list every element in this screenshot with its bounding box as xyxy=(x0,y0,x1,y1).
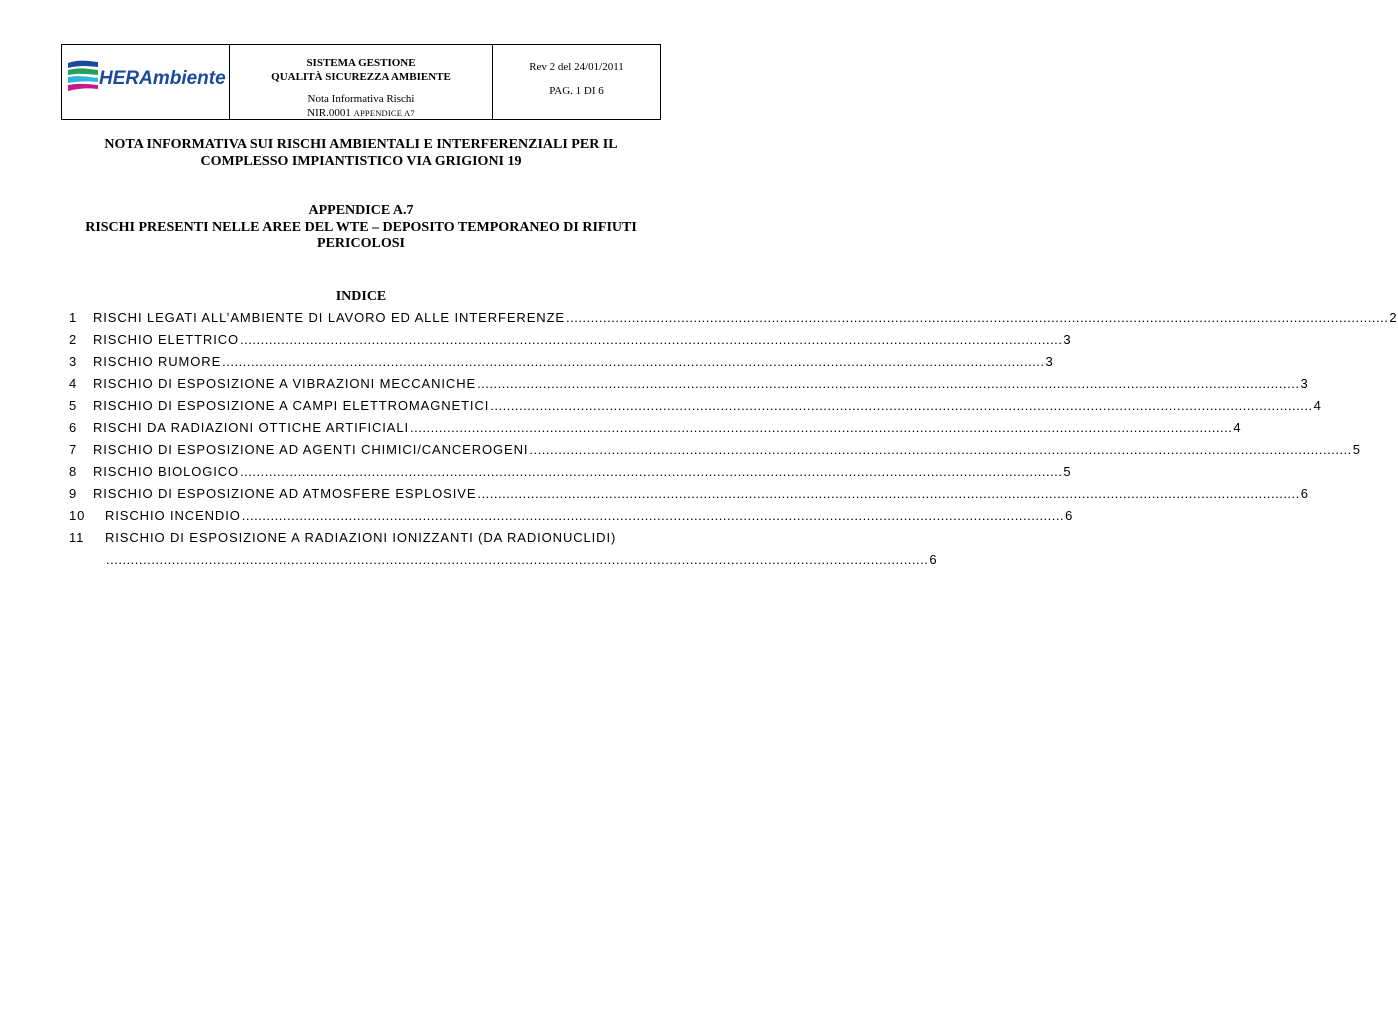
logo-stripe-magenta xyxy=(68,84,98,91)
toc-item-text: RISCHIO DI ESPOSIZIONE A CAMPI ELETTROMAGNETICI xyxy=(93,398,490,413)
toc-item-number: 9 xyxy=(69,486,78,501)
appendix-line-1: APPENDICE A.7 xyxy=(308,203,414,218)
toc-leader-dots: ........................................................................................................................................................................................................ xyxy=(240,332,1063,347)
toc-item-page: 6 xyxy=(1300,486,1309,501)
system-line-1: SISTEMA GESTIONE xyxy=(306,57,416,69)
toc-item-number: 3 xyxy=(69,354,78,369)
appendix-line-2: RISCHI PRESENTI NELLE AREE DEL WTE – DEPOSITO TEMPORANEO DI RIFIUTI xyxy=(85,219,637,235)
page-info: PAG. 1 DI 6 xyxy=(549,85,604,97)
toc-item[interactable] xyxy=(69,486,1309,504)
toc-item-page: 4 xyxy=(1313,398,1322,413)
toc-item[interactable] xyxy=(69,354,1054,372)
toc-item-number: 7 xyxy=(69,442,78,457)
toc-item-page: 3 xyxy=(1300,376,1309,391)
toc-item-number: 8 xyxy=(69,464,78,479)
toc-item-number: 4 xyxy=(69,376,78,391)
toc-item-number: 6 xyxy=(69,420,78,435)
toc-leader-dots: ........................................................................................................................................................................................................ xyxy=(477,486,1300,501)
toc-item[interactable] xyxy=(69,332,1072,350)
appendix-line-3: PERICOLOSI xyxy=(317,236,405,251)
toc-item-page: 2 xyxy=(1389,310,1398,325)
toc-item-continuation[interactable] xyxy=(105,552,938,570)
toc-item[interactable] xyxy=(69,420,1242,438)
system-line-2: QUALITÀ SICUREZZA AMBIENTE xyxy=(271,71,451,83)
toc-item-text: RISCHIO INCENDIO xyxy=(105,508,241,523)
index-heading: INDICE xyxy=(335,289,387,304)
logo-text: HERAmbiente xyxy=(99,68,226,89)
toc-leader-dots: ........................................................................................................................................................................................................ xyxy=(106,552,929,567)
toc-item-page: 5 xyxy=(1063,464,1072,479)
appendix-title xyxy=(61,203,661,253)
toc-leader-dots: ........................................................................................................................................................................................................ xyxy=(565,310,1389,325)
document-title xyxy=(61,137,661,170)
toc-item-page: 3 xyxy=(1045,354,1054,369)
doc-code-suffix: APPENDICE A7 xyxy=(353,108,415,118)
toc-item-page: 3 xyxy=(1063,332,1072,347)
toc-item-text: RISCHIO ELETTRICO xyxy=(93,332,240,347)
logo-stripe-cyan xyxy=(68,76,98,83)
toc-item-text: RISCHIO DI ESPOSIZIONE AD ATMOSFERE ESPLOSIVE xyxy=(93,486,477,501)
logo-stripe-blue xyxy=(68,61,98,68)
toc-leader-dots: ........................................................................................................................................................................................................ xyxy=(477,376,1300,391)
document-header xyxy=(61,44,661,120)
doc-name: Nota Informativa Rischi xyxy=(307,93,415,105)
toc-leader-dots: ........................................................................................................................................................................................................ xyxy=(490,398,1313,413)
toc-item-number: 5 xyxy=(69,398,78,413)
toc-leader-dots: ........................................................................................................................................................................................................ xyxy=(240,464,1063,479)
toc-item-page: 6 xyxy=(1065,508,1074,523)
revision-info: Rev 2 del 24/01/2011 xyxy=(529,61,624,73)
hera-ambiente-logo xyxy=(66,57,228,97)
toc-item[interactable] xyxy=(69,398,1322,416)
toc-leader-dots: ........................................................................................................................................................................................................ xyxy=(410,420,1233,435)
title-line-2: COMPLESSO IMPIANTISTICO VIA GRIGIONI 19 xyxy=(200,153,522,169)
toc-item-text: RISCHIO DI ESPOSIZIONE A VIBRAZIONI MECCANICHE xyxy=(93,376,477,391)
toc-item-page: 6 xyxy=(929,552,938,567)
toc-item-text: RISCHIO DI ESPOSIZIONE AD AGENTI CHIMICI/CANCEROGENI xyxy=(93,442,529,457)
toc-leader-dots: ........................................................................................................................................................................................................ xyxy=(241,508,1065,523)
toc-item-number: 2 xyxy=(69,332,78,347)
toc-item[interactable] xyxy=(69,310,1398,328)
toc-item-text: RISCHIO RUMORE xyxy=(93,354,222,369)
system-cell xyxy=(230,45,493,119)
toc-item-text: RISCHIO DI ESPOSIZIONE A RADIAZIONI IONIZZANTI (DA RADIONUCLIDI) xyxy=(105,530,617,545)
toc-item-page: 4 xyxy=(1233,420,1242,435)
toc-item-page: 5 xyxy=(1352,442,1361,457)
doc-code: NIR.0001 xyxy=(307,107,351,119)
toc-item-text: RISCHI DA RADIAZIONI OTTICHE ARTIFICIALI xyxy=(93,420,410,435)
toc-item[interactable] xyxy=(69,376,1309,394)
title-line-1: NOTA INFORMATIVA SUI RISCHI AMBIENTALI E INTERFERENZIALI PER IL xyxy=(104,137,618,152)
logo-stripe-green xyxy=(68,68,98,75)
toc-item-number: 10 xyxy=(69,508,86,523)
toc-item-text: RISCHIO BIOLOGICO xyxy=(93,464,240,479)
toc-item-number: 1 xyxy=(69,310,78,325)
toc-leader-dots: ........................................................................................................................................................................................................ xyxy=(529,442,1352,457)
logo-cell xyxy=(62,45,230,119)
toc-item-text: RISCHI LEGATI ALL’AMBIENTE DI LAVORO ED ALLE INTERFERENZE xyxy=(93,310,565,325)
toc-item[interactable] xyxy=(69,508,1074,526)
toc-item[interactable] xyxy=(69,530,654,548)
revision-cell xyxy=(493,45,660,119)
toc-item[interactable] xyxy=(69,464,1072,482)
doc-code-line xyxy=(230,106,492,120)
toc-leader-dots: ........................................................................................................................................................................................................ xyxy=(222,354,1045,369)
toc-item-number: 11 xyxy=(69,530,85,545)
toc-item[interactable] xyxy=(69,442,1361,460)
